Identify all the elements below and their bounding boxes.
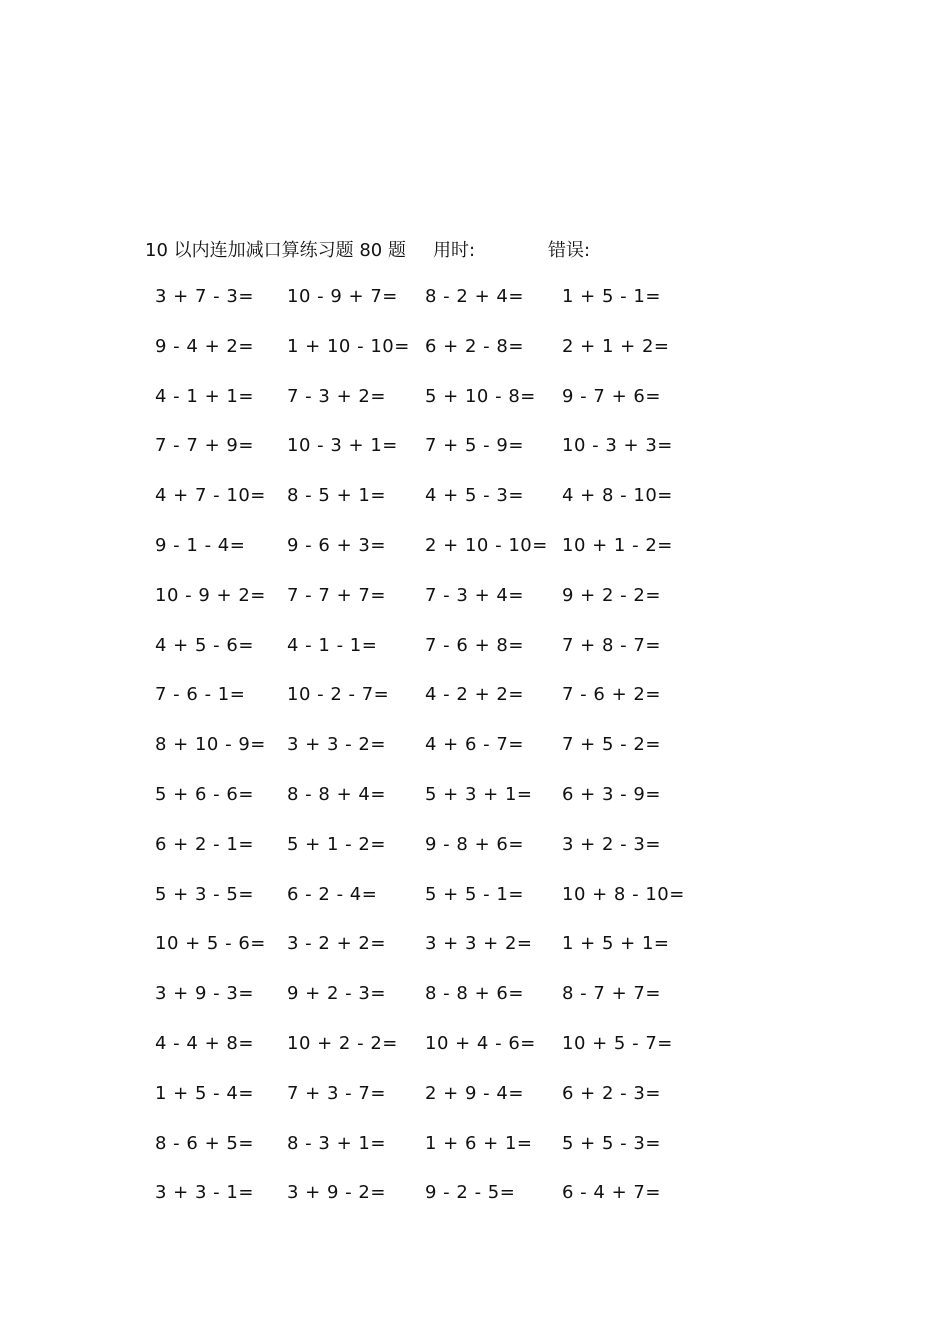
problem-cell: 5 + 5 - 1= <box>425 883 524 905</box>
problem-row <box>0 1133 950 1183</box>
problem-cell: 5 + 1 - 2= <box>287 833 386 855</box>
problem-cell: 8 - 2 + 4= <box>425 286 524 307</box>
problem-cell: 10 + 5 - 7= <box>562 1032 673 1054</box>
worksheet-header <box>0 236 950 264</box>
problem-cell: 10 - 9 + 2= <box>155 584 266 606</box>
problem-cell: 3 + 9 - 3= <box>155 983 254 1005</box>
time-label: 用时: <box>433 240 476 261</box>
errors-label: 错误: <box>548 240 591 261</box>
problem-cell: 6 - 2 - 4= <box>287 883 378 905</box>
problem-cell: 5 + 10 - 8= <box>425 385 536 407</box>
problem-cell: 7 - 3 + 4= <box>425 584 524 606</box>
problem-cell: 7 + 8 - 7= <box>562 634 661 656</box>
problem-cell: 4 - 4 + 8= <box>155 1032 254 1054</box>
problem-cell: 9 - 4 + 2= <box>155 335 254 357</box>
problem-cell: 10 - 3 + 1= <box>287 435 398 457</box>
problem-cell: 8 - 8 + 6= <box>425 983 524 1005</box>
problem-cell: 9 - 7 + 6= <box>562 385 661 407</box>
problem-row <box>0 485 950 535</box>
problem-row <box>0 1182 950 1232</box>
problem-cell: 4 + 7 - 10= <box>155 485 266 507</box>
problem-cell: 7 + 5 - 2= <box>562 734 661 756</box>
problem-cell: 10 + 2 - 2= <box>287 1032 398 1054</box>
problem-row <box>0 585 950 635</box>
problem-cell: 2 + 10 - 10= <box>425 534 548 556</box>
problem-cell: 7 - 7 + 9= <box>155 435 254 457</box>
problem-cell: 10 - 3 + 3= <box>562 435 673 457</box>
problem-cell: 8 - 7 + 7= <box>562 983 661 1005</box>
problem-cell: 4 + 8 - 10= <box>562 485 673 507</box>
problem-cell: 2 + 1 + 2= <box>562 335 670 357</box>
problem-row <box>0 286 950 336</box>
problem-cell: 7 - 7 + 7= <box>287 584 386 606</box>
problem-cell: 8 - 3 + 1= <box>287 1132 386 1154</box>
problem-cell: 4 + 6 - 7= <box>425 734 524 756</box>
problem-cell: 1 + 5 - 1= <box>562 286 661 307</box>
problem-grid <box>0 286 950 1232</box>
problem-cell: 8 - 6 + 5= <box>155 1132 254 1154</box>
problem-cell: 1 + 6 + 1= <box>425 1132 533 1154</box>
problem-cell: 8 + 10 - 9= <box>155 734 266 756</box>
problem-row <box>0 535 950 585</box>
problem-row <box>0 684 950 734</box>
problem-cell: 10 + 5 - 6= <box>155 933 266 955</box>
problem-cell: 3 + 9 - 2= <box>287 1182 386 1204</box>
problem-cell: 4 - 2 + 2= <box>425 684 524 706</box>
problem-cell: 7 + 3 - 7= <box>287 1082 386 1104</box>
problem-row <box>0 635 950 685</box>
problem-cell: 7 - 6 + 8= <box>425 634 524 656</box>
problem-cell: 7 - 6 - 1= <box>155 684 246 706</box>
problem-cell: 3 - 2 + 2= <box>287 933 386 955</box>
problem-cell: 6 + 2 - 8= <box>425 335 524 357</box>
worksheet-title: 10 以内连加减口算练习题 80 题 <box>145 240 406 261</box>
problem-row <box>0 734 950 784</box>
problem-cell: 4 + 5 - 3= <box>425 485 524 507</box>
problem-cell: 3 + 3 + 2= <box>425 933 533 955</box>
problem-cell: 6 + 2 - 3= <box>562 1082 661 1104</box>
problem-cell: 2 + 9 - 4= <box>425 1082 524 1104</box>
problem-cell: 9 - 1 - 4= <box>155 534 246 556</box>
problem-cell: 1 + 5 + 1= <box>562 933 670 955</box>
problem-cell: 9 - 6 + 3= <box>287 534 386 556</box>
problem-cell: 3 + 3 - 1= <box>155 1182 254 1204</box>
problem-row <box>0 1033 950 1083</box>
problem-cell: 5 + 3 - 5= <box>155 883 254 905</box>
problem-cell: 6 + 2 - 1= <box>155 833 254 855</box>
problem-cell: 3 + 2 - 3= <box>562 833 661 855</box>
problem-row <box>0 884 950 934</box>
problem-cell: 10 - 2 - 7= <box>287 684 390 706</box>
problem-cell: 9 - 2 - 5= <box>425 1182 516 1204</box>
problem-cell: 9 + 2 - 2= <box>562 584 661 606</box>
problem-cell: 4 - 1 + 1= <box>155 385 254 407</box>
problem-cell: 10 + 1 - 2= <box>562 534 673 556</box>
problem-cell: 7 - 3 + 2= <box>287 385 386 407</box>
problem-row <box>0 435 950 485</box>
problem-cell: 4 - 1 - 1= <box>287 634 378 656</box>
problem-cell: 10 + 8 - 10= <box>562 883 685 905</box>
problem-row <box>0 784 950 834</box>
problem-row <box>0 336 950 386</box>
problem-cell: 6 - 4 + 7= <box>562 1182 661 1204</box>
problem-cell: 9 + 2 - 3= <box>287 983 386 1005</box>
problem-row <box>0 1083 950 1133</box>
problem-cell: 8 - 5 + 1= <box>287 485 386 507</box>
problem-cell: 1 + 10 - 10= <box>287 335 410 357</box>
problem-cell: 9 - 8 + 6= <box>425 833 524 855</box>
problem-cell: 6 + 3 - 9= <box>562 783 661 805</box>
problem-cell: 7 + 5 - 9= <box>425 435 524 457</box>
problem-cell: 8 - 8 + 4= <box>287 783 386 805</box>
problem-cell: 7 - 6 + 2= <box>562 684 661 706</box>
problem-cell: 10 + 4 - 6= <box>425 1032 536 1054</box>
problem-row <box>0 386 950 436</box>
problem-cell: 5 + 6 - 6= <box>155 783 254 805</box>
problem-cell: 5 + 3 + 1= <box>425 783 533 805</box>
problem-cell: 3 + 3 - 2= <box>287 734 386 756</box>
problem-cell: 1 + 5 - 4= <box>155 1082 254 1104</box>
problem-cell: 5 + 5 - 3= <box>562 1132 661 1154</box>
problem-row <box>0 933 950 983</box>
problem-cell: 4 + 5 - 6= <box>155 634 254 656</box>
problem-cell: 3 + 7 - 3= <box>155 286 254 307</box>
problem-row <box>0 983 950 1033</box>
problem-cell: 10 - 9 + 7= <box>287 286 398 307</box>
problem-row <box>0 834 950 884</box>
